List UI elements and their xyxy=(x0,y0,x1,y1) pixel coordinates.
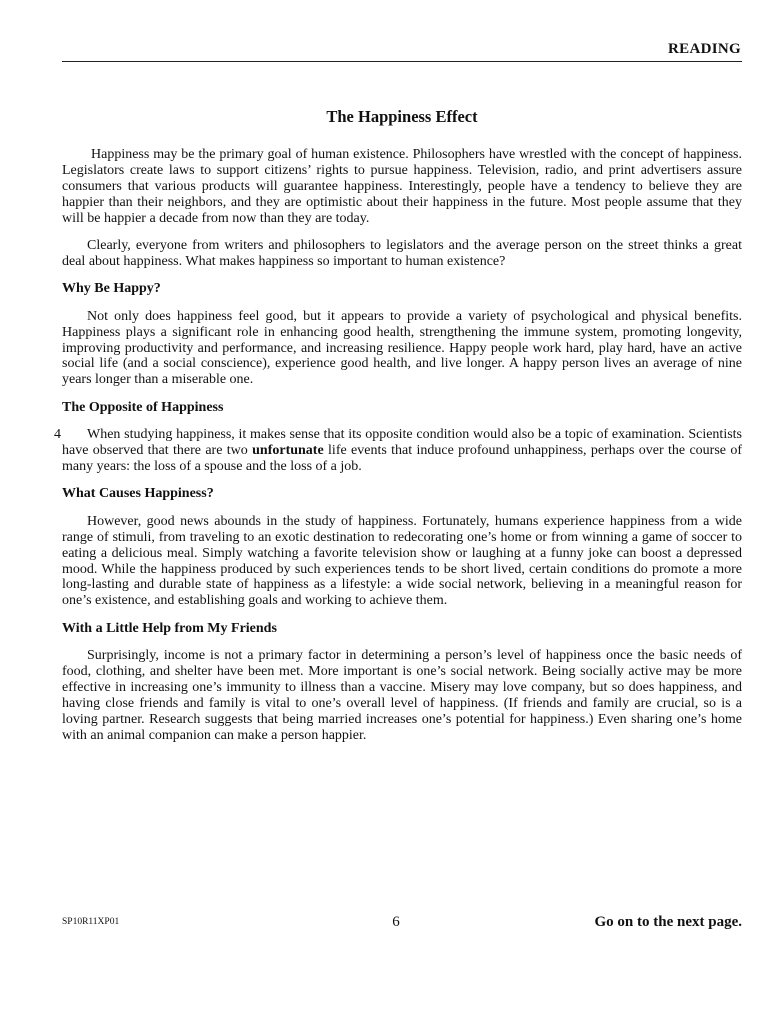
section-label: READING xyxy=(668,41,741,57)
paragraph-text-before: When studying happiness, it makes sense that its opposite condition would also be a topic of examination. Scientists have observed that there are two xyxy=(62,427,742,459)
section-paragraph-little-help-from-friends: Surprisingly, income is not a primary factor in determining a person’s level of happiness once the basic needs of food, clothing, and shelter have been met. More important is one’s social network. Being socially active may be more effective in increasing one’s immunity to illness than a vaccine. Misery may love company, but so does happiness, and having close friends and family is vital to one’s overall level of happiness. (If friends and family are crucial, so is a loving partner. Research suggests that being married increases one’s potential for happiness.) Even sharing one’s home with an animal companion can make a person happier. xyxy=(62,648,742,743)
form-code: SP10R11XP01 xyxy=(62,917,120,927)
paragraph-number: 4 xyxy=(54,427,61,443)
section-paragraph-opposite-of-happiness xyxy=(54,427,742,475)
article-body xyxy=(54,147,742,755)
section-heading-little-help-from-friends: With a Little Help from My Friends xyxy=(62,620,277,636)
article-title: The Happiness Effect xyxy=(326,107,478,126)
paragraph-text-after: life events that induce profound unhappiness, perhaps over the course of many years: the loss of a spouse and the loss of a job. xyxy=(62,443,742,474)
section-heading-why-be-happy: Why Be Happy? xyxy=(62,281,161,297)
intro-paragraph-1: Happiness may be the primary goal of human existence. Philosophers have wrestled with the concept of happiness. Legislators create laws to support citizens’ rights to pursue happiness. Television, radio, and print advertisers assure consumers that various products will guarantee happiness. Interestingly, people have a tendency to believe they are happier than their neighbors, and they are optimistic about their happiness in the future. Most people assume that they will be happier a decade from now than they are today. xyxy=(62,147,742,226)
section-heading-what-causes-happiness: What Causes Happiness? xyxy=(62,486,214,502)
section-paragraph-what-causes-happiness: However, good news abounds in the study of happiness. Fortunately, humans experience happiness from a wide range of stimuli, from traveling to an exotic destination to redecorating one’s home or from winning a game of soccer to eating a delicious meal. Simply watching a favorite television show or laughing at a funny joke can boost a depressed mood. While the happiness produced by such experiences tends to be short lived, certain conditions do promote a more long-lasting and durable state of happiness as a lifestyle: a wide social network, believing in a meaningful reason for one’s existence, and establishing goals and working to achieve them. xyxy=(62,513,742,609)
section-paragraph-why-be-happy: Not only does happiness feel good, but it appears to provide a variety of psychological and physical benefits. Happiness plays a significant role in enhancing good health, strengthening the immune system, promoting longevity, improving productivity and performance, and increasing resilience. Happy people work hard, play hard, have an active social life (and a social conscience), experience good health, and live longer. A happy person lives an average of nine years longer than a miserable one. xyxy=(62,308,742,388)
intro-paragraph-2: Clearly, everyone from writers and philosophers to legislators and the average person on the street thinks a great deal about happiness. What makes happiness so important to human existence? xyxy=(62,238,742,269)
vocabulary-word: unfortunate xyxy=(252,443,324,459)
section-heading-opposite-of-happiness: The Opposite of Happiness xyxy=(62,399,224,415)
next-page-prompt: Go on to the next page. xyxy=(594,914,742,930)
header-divider xyxy=(62,61,742,62)
page-number: 6 xyxy=(392,914,400,930)
